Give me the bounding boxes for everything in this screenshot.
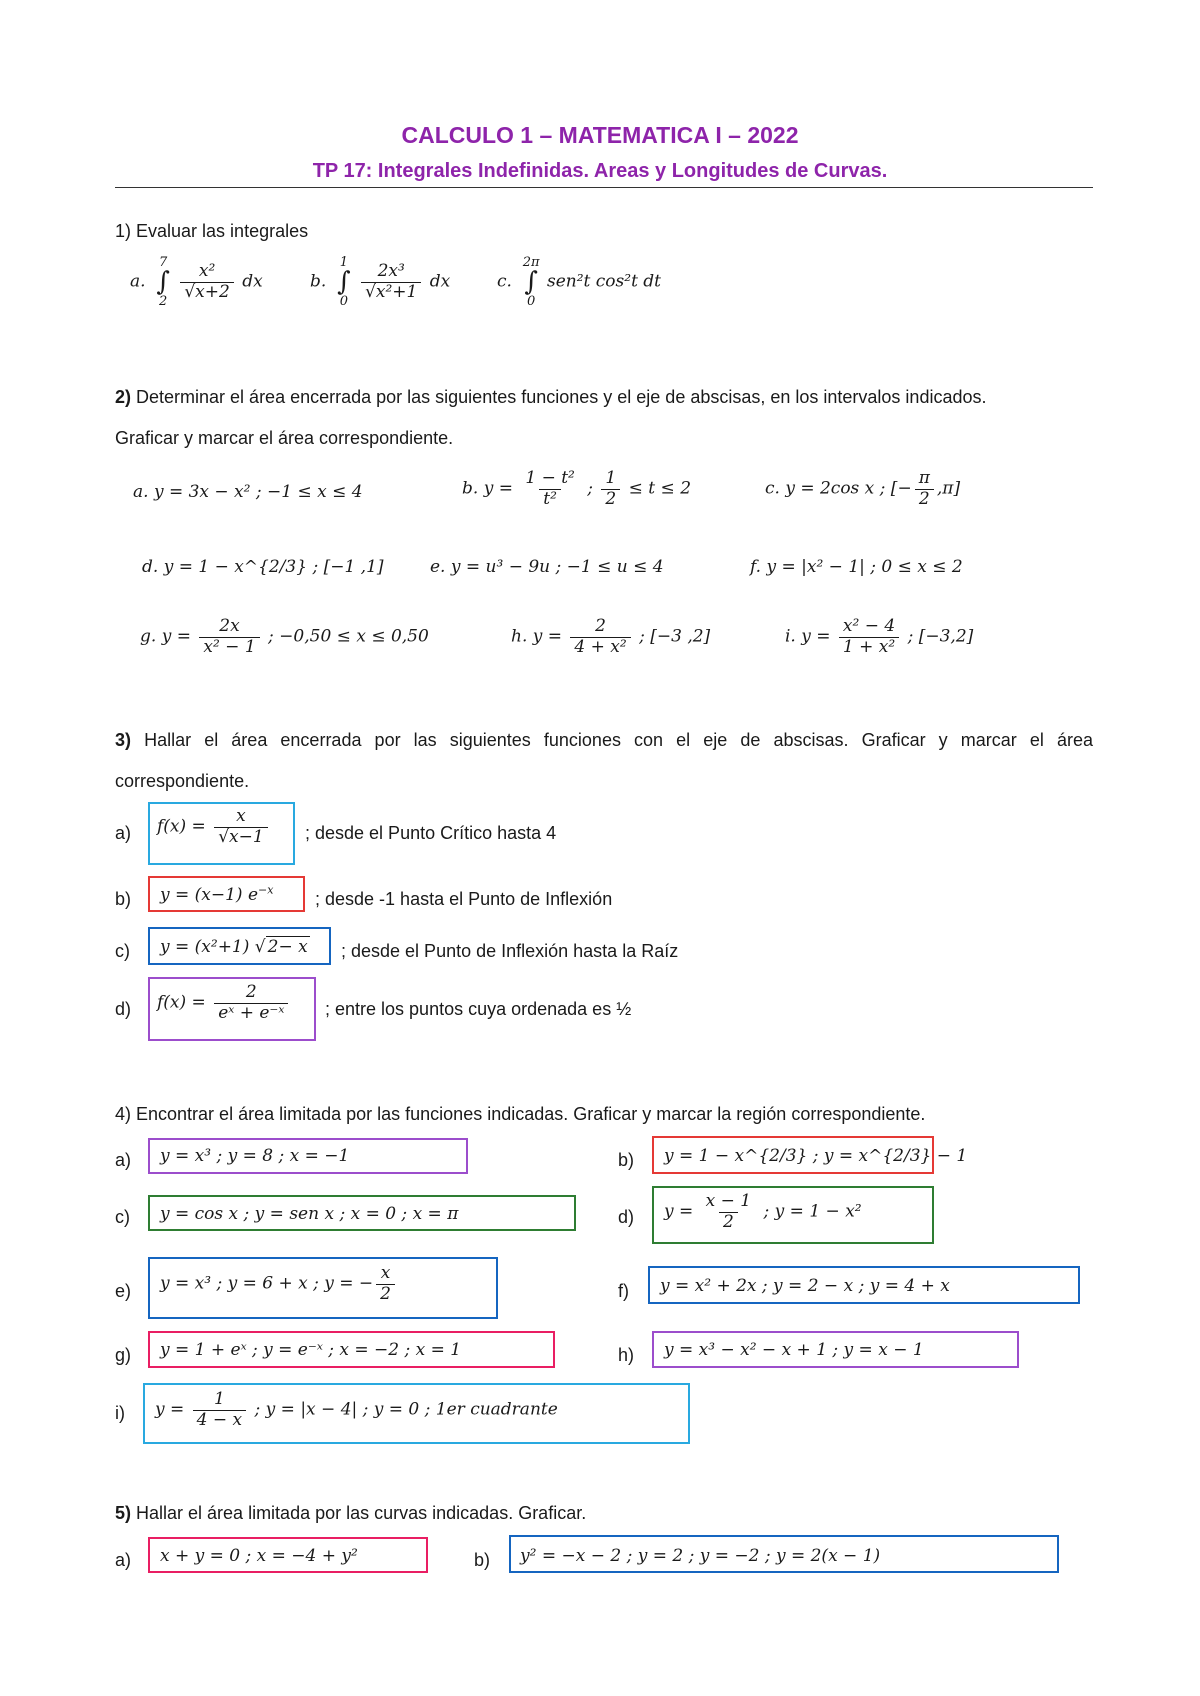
ex3-label-b: b)	[115, 889, 132, 909]
ex4-formula-b: y = 1 − x^{2/3} ; y = x^{2/3} − 1	[664, 1146, 968, 1166]
ex4-label-d: d)	[618, 1207, 635, 1227]
ex4-label-e: e)	[115, 1281, 132, 1301]
ex2-item-i: i. y = $\frac{\text{x² − 4}}{\text{1 + x²}}$ ; [−3,2]	[785, 616, 974, 657]
ex3-label-c: c)	[115, 941, 130, 961]
ex4-label-i: i)	[115, 1403, 125, 1423]
page-subtitle: TP 17: Integrales Indefinidas. Areas y Longitudes de Curvas.	[312, 160, 888, 182]
ex2-heading-line2: Graficar y marcar el área correspondiente.	[115, 428, 454, 448]
ex3-label-a: a)	[115, 823, 132, 843]
ex2-item-g: g. y = $\frac{2x}{\text{x² − 1}}$ ; −0,50 ≤ x ≤ 0,50	[140, 616, 429, 657]
ex3-heading-line2: correspondiente.	[115, 771, 250, 791]
ex4-formula-a: y = x³ ; y = 8 ; x = −1	[160, 1146, 350, 1166]
ex3-desc-d: ; entre los puntos cuya ordenada es ½	[325, 999, 632, 1019]
ex3-formula-b: y = (x−1) $e^{-x}$	[160, 883, 274, 905]
ex5-label-a: a)	[115, 1550, 132, 1570]
ex3-label-d: d)	[115, 999, 132, 1019]
ex5-formula-b: y² = −x − 2 ; y = 2 ; y = −2 ; y = 2(x − 1)	[520, 1546, 881, 1566]
ex3-heading-line1: 3) Hallar el área encerrada por las siguientes funciones con el eje de abscisas. Graficar y marcar el área	[115, 730, 1093, 750]
ex5-heading: 5) Hallar el área limitada por las curvas indicadas. Graficar.	[115, 1503, 587, 1523]
ex4-label-b: b)	[618, 1150, 635, 1170]
ex4-heading: 4) Encontrar el área limitada por las funciones indicadas. Graficar y marcar la región correspondiente.	[115, 1104, 926, 1124]
ex4-formula-h: y = x³ − x² − x + 1 ; y = x − 1	[664, 1340, 924, 1360]
ex4-formula-d: y = $\frac{x - 1}{2}$ ; y = 1 − x²	[664, 1191, 862, 1232]
ex4-formula-c: y = cos x ; y = sen x ; x = 0 ; x = π	[160, 1204, 459, 1224]
ex5-label-b: b)	[474, 1550, 491, 1570]
ex4-label-a: a)	[115, 1150, 132, 1170]
ex4-label-h: h)	[618, 1345, 635, 1365]
ex2-item-h: h. y = $\frac{2}{\text{4 + x²}}$ ; [−3 ,2]	[511, 616, 711, 657]
ex4-label-g: g)	[115, 1345, 132, 1365]
ex2-heading-line1: 2) Determinar el área encerrada por las siguientes funciones y el eje de abscisas, en los intervalos indicados.	[115, 387, 987, 407]
ex3-desc-a: ; desde el Punto Crítico hasta 4	[305, 823, 557, 843]
ex2-item-c: c. y = 2cos x ; [− $\frac{\pi}{2}$ ,π]	[765, 468, 961, 509]
ex2-item-f: f. y = |x² − 1| ; 0 ≤ x ≤ 2	[750, 557, 963, 577]
ex3-formula-d: f(x) = $\frac{2}{\text{eˣ + e⁻ˣ}}$	[157, 983, 291, 1023]
ex4-label-c: c)	[115, 1207, 130, 1227]
ex1-item-b: b. 1 ∫ 0 $\frac{\text{2x³}}{\text{√x²+1}}$ dx	[310, 255, 451, 309]
ex2-item-d: d. y = 1 − x^{2/3} ; [−1 ,1]	[142, 557, 384, 577]
ex1-item-c: c. 2π ∫ 0 sen²t cos²t dt	[497, 255, 662, 309]
ex3-desc-b: ; desde -1 hasta el Punto de Inflexión	[315, 889, 613, 909]
ex4-formula-i: y = $\frac{1}{4 - x}$ ; y = |x − 4| ; y = 0 ; 1er cuadrante	[155, 1389, 558, 1430]
ex3-formula-a: f(x) = $\frac{x}{√x-1}$	[157, 807, 271, 847]
ex1-heading: 1) Evaluar las integrales	[115, 221, 309, 241]
ex4-formula-f: y = x² + 2x ; y = 2 − x ; y = 4 + x	[660, 1276, 950, 1296]
ex4-formula-e: y = x³ ; y = 6 + x ; y = − $\frac{x}{2}$	[160, 1264, 398, 1304]
ex4-formula-g: y = 1 + eˣ ; y = e⁻ˣ ; x = −2 ; x = 1	[160, 1340, 462, 1360]
ex1-item-a: a. 7 ∫ 2 $\frac{\text{x²}}{√x+2}$ dx	[130, 255, 263, 309]
title-divider	[115, 187, 1093, 188]
ex4-label-f: f)	[618, 1281, 629, 1301]
ex2-item-a: a. y = 3x − x² ; −1 ≤ x ≤ 4	[133, 482, 363, 502]
ex5-formula-a: x + y = 0 ; x = −4 + y²	[160, 1546, 358, 1566]
ex2-item-b: b. y = $\frac{\text{1 − t²}}{\text{t²}}$ ; $\frac{1}{2}$ ≤ t ≤ 2	[462, 468, 692, 509]
ex3-formula-c: y = (x²+1) √ 2− x	[160, 937, 308, 957]
ex3-desc-c: ; desde el Punto de Inflexión hasta la Raíz	[341, 941, 679, 961]
ex2-item-e: e. y = u³ − 9u ; −1 ≤ u ≤ 4	[430, 557, 664, 577]
page-title: CALCULO 1 – MATEMATICA I – 2022	[401, 122, 799, 148]
